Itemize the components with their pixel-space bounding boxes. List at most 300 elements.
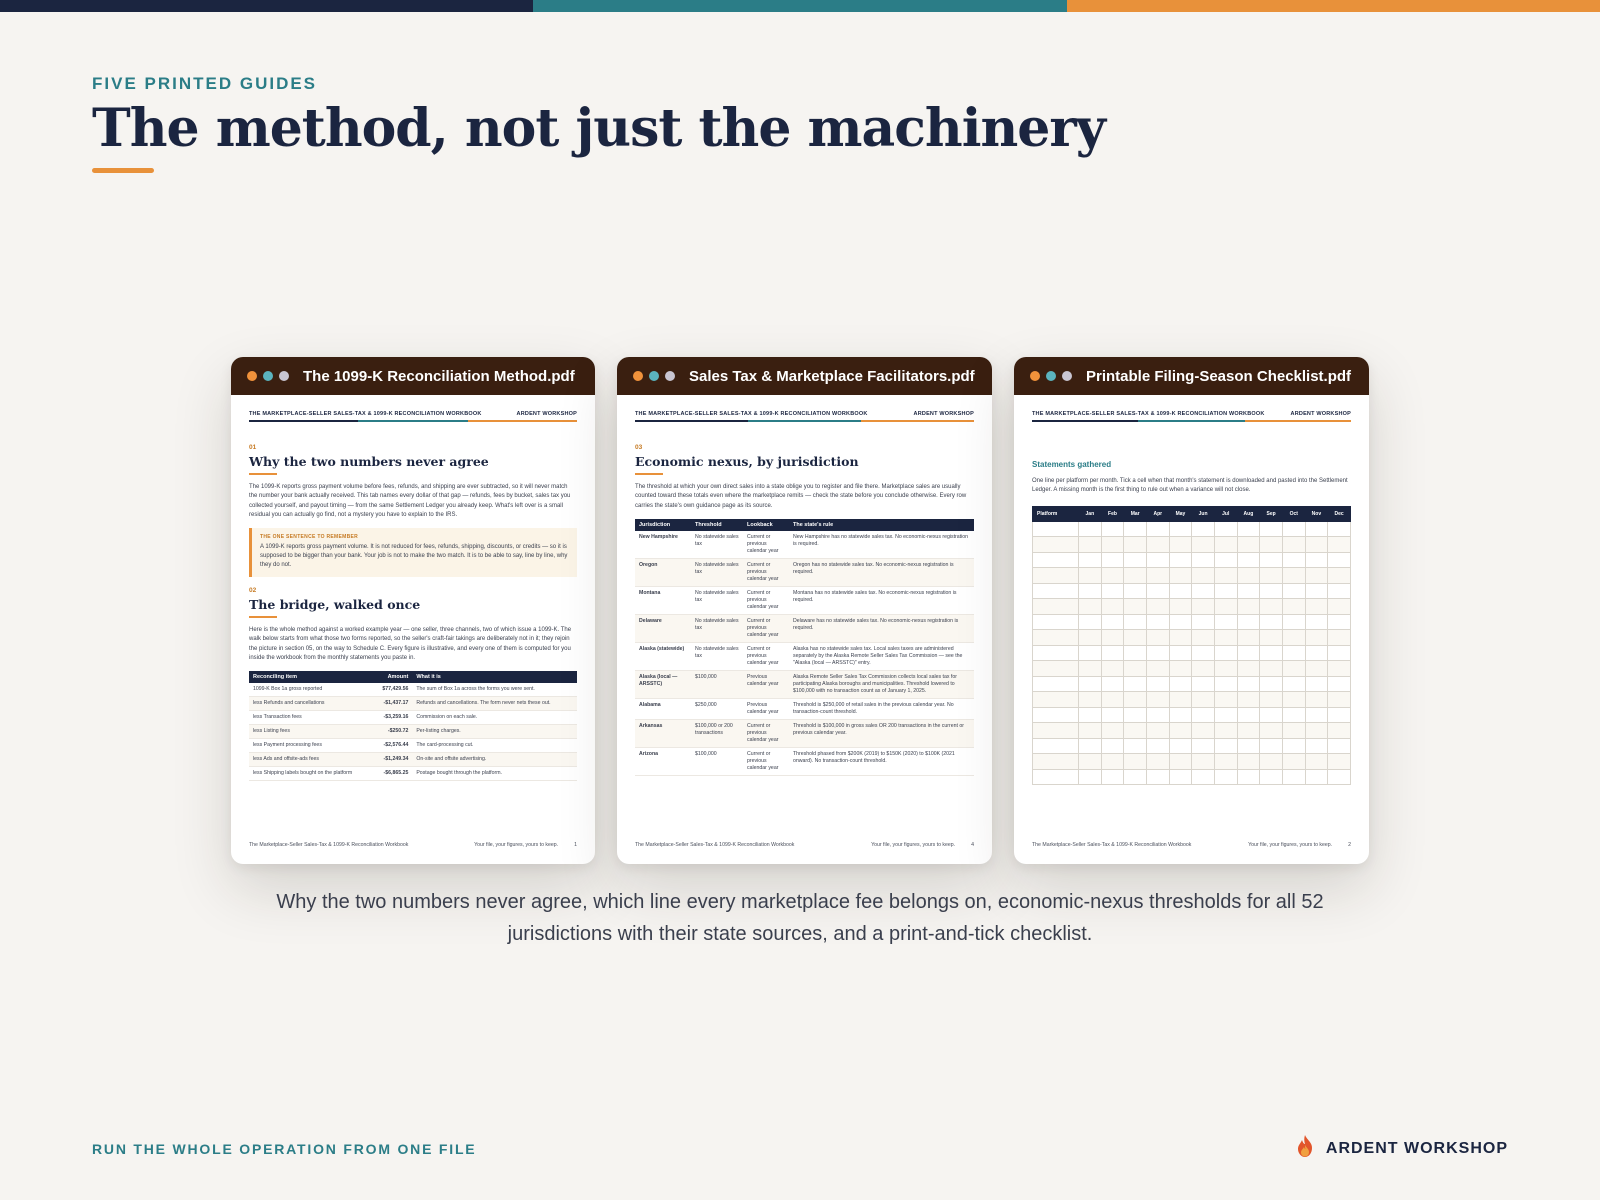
tick-cell[interactable] [1214, 521, 1237, 537]
window-dot-gray[interactable] [1062, 371, 1072, 381]
tick-cell[interactable] [1146, 599, 1169, 615]
tick-cell[interactable] [1101, 769, 1124, 785]
tick-cell[interactable] [1260, 692, 1283, 708]
platform-cell[interactable] [1033, 692, 1079, 708]
tick-cell[interactable] [1328, 661, 1351, 677]
window-dot-orange[interactable] [247, 371, 257, 381]
tick-cell[interactable] [1169, 723, 1192, 739]
tick-cell[interactable] [1169, 583, 1192, 599]
tick-cell[interactable] [1079, 738, 1102, 754]
running-head-bar [1032, 420, 1351, 422]
platform-cell[interactable] [1033, 661, 1079, 677]
table-row [635, 643, 974, 671]
tick-cell[interactable] [1169, 552, 1192, 568]
tick-cell[interactable] [1146, 583, 1169, 599]
window-dot-teal[interactable] [1046, 371, 1056, 381]
tick-cell[interactable] [1192, 723, 1215, 739]
tick-cell[interactable] [1169, 754, 1192, 770]
table-cell: Alaska (local — ARSSTC) [635, 671, 691, 699]
tick-cell[interactable] [1146, 614, 1169, 630]
tick-cell[interactable] [1237, 676, 1260, 692]
tick-cell[interactable] [1101, 723, 1124, 739]
tick-cell[interactable] [1237, 568, 1260, 584]
tick-cell[interactable] [1328, 769, 1351, 785]
tick-cell[interactable] [1237, 661, 1260, 677]
tick-cell[interactable] [1237, 738, 1260, 754]
platform-cell[interactable] [1033, 614, 1079, 630]
flame-icon [1294, 1134, 1316, 1163]
tick-cell[interactable] [1192, 645, 1215, 661]
tick-cell[interactable] [1260, 738, 1283, 754]
tick-cell[interactable] [1305, 738, 1328, 754]
table-cell: -$2,576.44 [373, 739, 412, 753]
tick-cell[interactable] [1079, 583, 1102, 599]
tick-cell[interactable] [1260, 614, 1283, 630]
tick-cell[interactable] [1101, 599, 1124, 615]
window-dot-teal[interactable] [649, 371, 659, 381]
callout-text: A 1099-K reports gross payment volume. It is not reduced for fees, refunds, shipping, discounts, or credits — so it is supposed to be bigger than your bank. Your job is not to make the two match. It is to be able to say, line by line, why they do not. [260, 544, 568, 569]
table-cell: Current or previous calendar year [743, 586, 789, 614]
tick-cell[interactable] [1237, 645, 1260, 661]
platform-cell[interactable] [1033, 645, 1079, 661]
window-titlebar[interactable] [1014, 357, 1369, 395]
tick-cell[interactable] [1260, 676, 1283, 692]
table-row [635, 748, 974, 776]
tick-cell[interactable] [1282, 707, 1305, 723]
tick-cell[interactable] [1237, 754, 1260, 770]
tick-cell[interactable] [1146, 754, 1169, 770]
tick-cell[interactable] [1124, 769, 1147, 785]
tick-cell[interactable] [1328, 583, 1351, 599]
tick-cell[interactable] [1328, 723, 1351, 739]
tick-cell[interactable] [1282, 692, 1305, 708]
tick-cell[interactable] [1169, 630, 1192, 646]
table-cell: Current or previous calendar year [743, 720, 789, 748]
tick-cell[interactable] [1260, 645, 1283, 661]
tick-cell[interactable] [1214, 676, 1237, 692]
table-cell: less Refunds and cancellations [249, 697, 373, 711]
tick-cell[interactable] [1260, 723, 1283, 739]
tick-cell[interactable] [1260, 583, 1283, 599]
tick-cell[interactable] [1282, 738, 1305, 754]
tick-cell[interactable] [1328, 552, 1351, 568]
tick-cell[interactable] [1101, 707, 1124, 723]
tick-cell[interactable] [1305, 614, 1328, 630]
window-titlebar[interactable] [231, 357, 595, 395]
tick-cell[interactable] [1169, 738, 1192, 754]
col-header: The state's rule [789, 519, 974, 531]
table-cell: Refunds and cancellations. The form never nets these out. [412, 697, 577, 711]
tick-cell[interactable] [1124, 630, 1147, 646]
tick-cell[interactable] [1328, 676, 1351, 692]
tick-cell[interactable] [1146, 521, 1169, 537]
tick-cell[interactable] [1192, 552, 1215, 568]
tick-cell[interactable] [1124, 568, 1147, 584]
tick-cell[interactable] [1124, 537, 1147, 553]
tick-cell[interactable] [1260, 707, 1283, 723]
platform-cell[interactable] [1033, 707, 1079, 723]
tick-cell[interactable] [1282, 754, 1305, 770]
tick-cell[interactable] [1124, 645, 1147, 661]
tick-cell[interactable] [1214, 552, 1237, 568]
caption: Why the two numbers never agree, which line every marketplace fee belongs on, economic-nexus thresholds for all 52 jurisdictions with their state sources, and a print-and-tick checklist. [276, 891, 1324, 945]
tick-cell[interactable] [1282, 583, 1305, 599]
checklist-grid[interactable] [1032, 506, 1351, 786]
platform-cell[interactable] [1033, 599, 1079, 615]
tick-cell[interactable] [1328, 614, 1351, 630]
tick-cell[interactable] [1146, 661, 1169, 677]
tick-cell[interactable] [1260, 552, 1283, 568]
tick-cell[interactable] [1282, 614, 1305, 630]
grid-row [1033, 661, 1351, 677]
tick-cell[interactable] [1192, 738, 1215, 754]
tick-cell[interactable] [1214, 723, 1237, 739]
tick-cell[interactable] [1124, 583, 1147, 599]
tick-cell[interactable] [1214, 537, 1237, 553]
page-title: The method, not just the machinery [92, 98, 1105, 159]
tick-cell[interactable] [1124, 521, 1147, 537]
tick-cell[interactable] [1079, 645, 1102, 661]
tick-cell[interactable] [1282, 645, 1305, 661]
tick-cell[interactable] [1146, 537, 1169, 553]
platform-cell[interactable] [1033, 583, 1079, 599]
table-cell: On-site and offsite advertising. [412, 753, 577, 767]
section-number: 02 [249, 587, 257, 595]
platform-cell[interactable] [1033, 754, 1079, 770]
tick-cell[interactable] [1146, 723, 1169, 739]
tick-cell[interactable] [1328, 738, 1351, 754]
tick-cell[interactable] [1101, 614, 1124, 630]
tick-cell[interactable] [1282, 599, 1305, 615]
pdf-page [231, 395, 595, 864]
table-cell: $250,000 [691, 699, 743, 720]
tick-cell[interactable] [1237, 769, 1260, 785]
pdf-page [1014, 395, 1369, 864]
tick-cell[interactable] [1282, 723, 1305, 739]
window-titlebar[interactable] [617, 357, 992, 395]
running-head [635, 411, 974, 417]
tick-cell[interactable] [1101, 552, 1124, 568]
page-number: 2 [1348, 842, 1351, 848]
table-cell: The card-processing cut. [412, 739, 577, 753]
tick-cell[interactable] [1192, 769, 1215, 785]
platform-cell[interactable] [1033, 676, 1079, 692]
tick-cell[interactable] [1169, 676, 1192, 692]
tick-cell[interactable] [1282, 676, 1305, 692]
brand-name: ARDENT WORKSHOP [1325, 1139, 1508, 1157]
grid-row [1033, 552, 1351, 568]
running-head [1032, 411, 1351, 417]
running-head [249, 411, 577, 417]
tick-cell[interactable] [1124, 692, 1147, 708]
tick-cell[interactable] [1146, 707, 1169, 723]
grid-row [1033, 614, 1351, 630]
table-cell: $100,000 [691, 671, 743, 699]
tick-cell[interactable] [1305, 583, 1328, 599]
tick-cell[interactable] [1214, 568, 1237, 584]
nexus-table [635, 519, 974, 776]
tick-cell[interactable] [1124, 614, 1147, 630]
page-footer [635, 842, 974, 848]
tick-cell[interactable] [1305, 599, 1328, 615]
tick-cell[interactable] [1146, 645, 1169, 661]
tick-cell[interactable] [1101, 754, 1124, 770]
tick-cell[interactable] [1146, 630, 1169, 646]
tick-cell[interactable] [1237, 707, 1260, 723]
section-body: One line per platform per month. Tick a cell when that month's statement is downloaded and pasted into the Settlement Ledger. A missing month is the first thing to rule out when a variance will not close. [1032, 478, 1348, 494]
tick-cell[interactable] [1214, 707, 1237, 723]
table-cell: 1099-K Box 1a gross reported [249, 683, 373, 697]
tick-cell[interactable] [1169, 614, 1192, 630]
platform-cell[interactable] [1033, 630, 1079, 646]
tick-cell[interactable] [1079, 707, 1102, 723]
tick-cell[interactable] [1079, 676, 1102, 692]
platform-cell[interactable] [1033, 723, 1079, 739]
running-head-bar [249, 420, 577, 422]
pdf-window-checklist[interactable] [1014, 357, 1369, 864]
tick-cell[interactable] [1079, 723, 1102, 739]
tick-cell[interactable] [1260, 568, 1283, 584]
tick-cell[interactable] [1282, 769, 1305, 785]
tick-cell[interactable] [1237, 599, 1260, 615]
tick-cell[interactable] [1282, 521, 1305, 537]
tick-cell[interactable] [1146, 769, 1169, 785]
tick-cell[interactable] [1146, 692, 1169, 708]
tick-cell[interactable] [1214, 630, 1237, 646]
grid-row [1033, 630, 1351, 646]
grid-row [1033, 583, 1351, 599]
tick-cell[interactable] [1260, 599, 1283, 615]
tick-cell[interactable] [1192, 583, 1215, 599]
tick-cell[interactable] [1282, 630, 1305, 646]
tick-cell[interactable] [1146, 738, 1169, 754]
section-number: 01 [249, 444, 257, 451]
tick-cell[interactable] [1101, 537, 1124, 553]
tick-cell[interactable] [1169, 599, 1192, 615]
tick-cell[interactable] [1237, 521, 1260, 537]
tick-cell[interactable] [1237, 723, 1260, 739]
tick-cell[interactable] [1305, 552, 1328, 568]
tick-cell[interactable] [1192, 676, 1215, 692]
tick-cell[interactable] [1101, 676, 1124, 692]
table-row [635, 699, 974, 720]
tick-cell[interactable] [1192, 537, 1215, 553]
tick-cell[interactable] [1192, 754, 1215, 770]
tick-cell[interactable] [1101, 521, 1124, 537]
grid-col-header: May [1169, 506, 1192, 521]
tick-cell[interactable] [1079, 521, 1102, 537]
platform-cell[interactable] [1033, 521, 1079, 537]
window-dot-orange[interactable] [633, 371, 643, 381]
tick-cell[interactable] [1124, 599, 1147, 615]
tick-cell[interactable] [1282, 537, 1305, 553]
tick-cell[interactable] [1192, 692, 1215, 708]
tick-cell[interactable] [1328, 599, 1351, 615]
platform-cell[interactable] [1033, 738, 1079, 754]
tick-cell[interactable] [1146, 676, 1169, 692]
tick-cell[interactable] [1328, 521, 1351, 537]
tick-cell[interactable] [1079, 568, 1102, 584]
tick-cell[interactable] [1260, 630, 1283, 646]
running-head-left: THE MARKETPLACE-SELLER SALES-TAX & 1099-K RECONCILIATION WORKBOOK [249, 411, 482, 417]
pdf-window-sales-tax[interactable] [617, 357, 992, 864]
window-title: Sales Tax & Marketplace Facilitators.pdf [689, 367, 975, 385]
tick-cell[interactable] [1237, 552, 1260, 568]
tick-cell[interactable] [1101, 583, 1124, 599]
tick-cell[interactable] [1214, 583, 1237, 599]
tick-cell[interactable] [1124, 738, 1147, 754]
tick-cell[interactable] [1124, 552, 1147, 568]
tick-cell[interactable] [1214, 769, 1237, 785]
tick-cell[interactable] [1079, 692, 1102, 708]
tick-cell[interactable] [1214, 599, 1237, 615]
page-number: 1 [574, 842, 577, 848]
grid-row [1033, 723, 1351, 739]
tick-cell[interactable] [1169, 661, 1192, 677]
tick-cell[interactable] [1124, 723, 1147, 739]
tick-cell[interactable] [1101, 692, 1124, 708]
tick-cell[interactable] [1079, 599, 1102, 615]
tick-cell[interactable] [1260, 754, 1283, 770]
platform-cell[interactable] [1033, 537, 1079, 553]
tick-cell[interactable] [1169, 645, 1192, 661]
table-cell: $77,429.56 [373, 683, 412, 697]
table-row [249, 767, 577, 781]
tick-cell[interactable] [1328, 707, 1351, 723]
tick-cell[interactable] [1305, 661, 1328, 677]
platform-cell[interactable] [1033, 568, 1079, 584]
running-head-bar [635, 420, 974, 422]
tick-cell[interactable] [1282, 568, 1305, 584]
tick-cell[interactable] [1146, 552, 1169, 568]
tick-cell[interactable] [1214, 614, 1237, 630]
grid-row [1033, 537, 1351, 553]
grid-row [1033, 676, 1351, 692]
tick-cell[interactable] [1101, 645, 1124, 661]
footer-tagline: RUN THE WHOLE OPERATION FROM ONE FILE [92, 1141, 477, 1157]
brand [1294, 1134, 1508, 1163]
tick-cell[interactable] [1260, 521, 1283, 537]
tick-cell[interactable] [1214, 645, 1237, 661]
tick-cell[interactable] [1305, 723, 1328, 739]
tick-cell[interactable] [1124, 661, 1147, 677]
tick-cell[interactable] [1305, 692, 1328, 708]
tick-cell[interactable] [1214, 754, 1237, 770]
tick-cell[interactable] [1305, 645, 1328, 661]
tick-cell[interactable] [1328, 692, 1351, 708]
tick-cell[interactable] [1214, 738, 1237, 754]
tick-cell[interactable] [1305, 537, 1328, 553]
tick-cell[interactable] [1169, 707, 1192, 723]
tick-cell[interactable] [1101, 630, 1124, 646]
window-dot-orange[interactable] [1030, 371, 1040, 381]
footer-tagline: Your file, your figures, yours to keep. [1248, 842, 1333, 848]
tick-cell[interactable] [1237, 692, 1260, 708]
tick-cell[interactable] [1079, 769, 1102, 785]
tick-cell[interactable] [1079, 754, 1102, 770]
tick-cell[interactable] [1237, 583, 1260, 599]
tick-cell[interactable] [1214, 692, 1237, 708]
tick-cell[interactable] [1237, 630, 1260, 646]
tick-cell[interactable] [1328, 645, 1351, 661]
tick-cell[interactable] [1237, 614, 1260, 630]
tick-cell[interactable] [1305, 676, 1328, 692]
tick-cell[interactable] [1260, 661, 1283, 677]
tick-cell[interactable] [1079, 661, 1102, 677]
grid-row [1033, 738, 1351, 754]
tick-cell[interactable] [1305, 630, 1328, 646]
tick-cell[interactable] [1169, 769, 1192, 785]
tick-cell[interactable] [1305, 568, 1328, 584]
tick-cell[interactable] [1305, 521, 1328, 537]
tick-cell[interactable] [1282, 552, 1305, 568]
tick-cell[interactable] [1328, 568, 1351, 584]
tick-cell[interactable] [1101, 568, 1124, 584]
section-title: Statements gathered [1032, 460, 1112, 469]
table-row [635, 720, 974, 748]
tick-cell[interactable] [1169, 568, 1192, 584]
col-header: Threshold [691, 519, 743, 531]
tick-cell[interactable] [1192, 707, 1215, 723]
tick-cell[interactable] [1260, 769, 1283, 785]
tick-cell[interactable] [1192, 599, 1215, 615]
section-body: The threshold at which your own direct sales into a state oblige you to register and file there. Marketplace sales are usually counted toward these totals even where the marketplace remits — check the state before you conclude otherwise. Every row carries the state's own guidance page as its source. [635, 484, 967, 509]
tick-cell[interactable] [1192, 521, 1215, 537]
table-cell: Current or previous calendar year [743, 558, 789, 586]
platform-cell[interactable] [1033, 769, 1079, 785]
tick-cell[interactable] [1192, 661, 1215, 677]
tick-cell[interactable] [1101, 738, 1124, 754]
tick-cell[interactable] [1124, 707, 1147, 723]
tick-cell[interactable] [1079, 552, 1102, 568]
tick-cell[interactable] [1169, 537, 1192, 553]
tick-cell[interactable] [1124, 676, 1147, 692]
tick-cell[interactable] [1305, 769, 1328, 785]
table-cell: $100,000 or 200 transactions [691, 720, 743, 748]
tick-cell[interactable] [1328, 630, 1351, 646]
tick-cell[interactable] [1146, 568, 1169, 584]
window-dot-gray[interactable] [665, 371, 675, 381]
tick-cell[interactable] [1328, 537, 1351, 553]
table-cell: Alabama [635, 699, 691, 720]
platform-cell[interactable] [1033, 552, 1079, 568]
window-dot-teal[interactable] [263, 371, 273, 381]
tick-cell[interactable] [1237, 537, 1260, 553]
tick-cell[interactable] [1169, 521, 1192, 537]
tick-cell[interactable] [1214, 661, 1237, 677]
tick-cell[interactable] [1305, 707, 1328, 723]
tick-cell[interactable] [1079, 614, 1102, 630]
tick-cell[interactable] [1079, 630, 1102, 646]
tick-cell[interactable] [1124, 754, 1147, 770]
tick-cell[interactable] [1101, 661, 1124, 677]
tick-cell[interactable] [1305, 754, 1328, 770]
tick-cell[interactable] [1079, 537, 1102, 553]
window-dot-gray[interactable] [279, 371, 289, 381]
tick-cell[interactable] [1192, 630, 1215, 646]
window-title: The 1099-K Reconciliation Method.pdf [303, 367, 575, 385]
tick-cell[interactable] [1169, 692, 1192, 708]
section-rule [249, 473, 277, 475]
tick-cell[interactable] [1328, 754, 1351, 770]
tick-cell[interactable] [1192, 614, 1215, 630]
table-cell: Per-listing charges. [412, 725, 577, 739]
pdf-window-reconciliation[interactable] [231, 357, 595, 864]
tick-cell[interactable] [1192, 568, 1215, 584]
tick-cell[interactable] [1282, 661, 1305, 677]
tick-cell[interactable] [1260, 537, 1283, 553]
table-cell: less Shipping labels bought on the platform [249, 767, 373, 781]
